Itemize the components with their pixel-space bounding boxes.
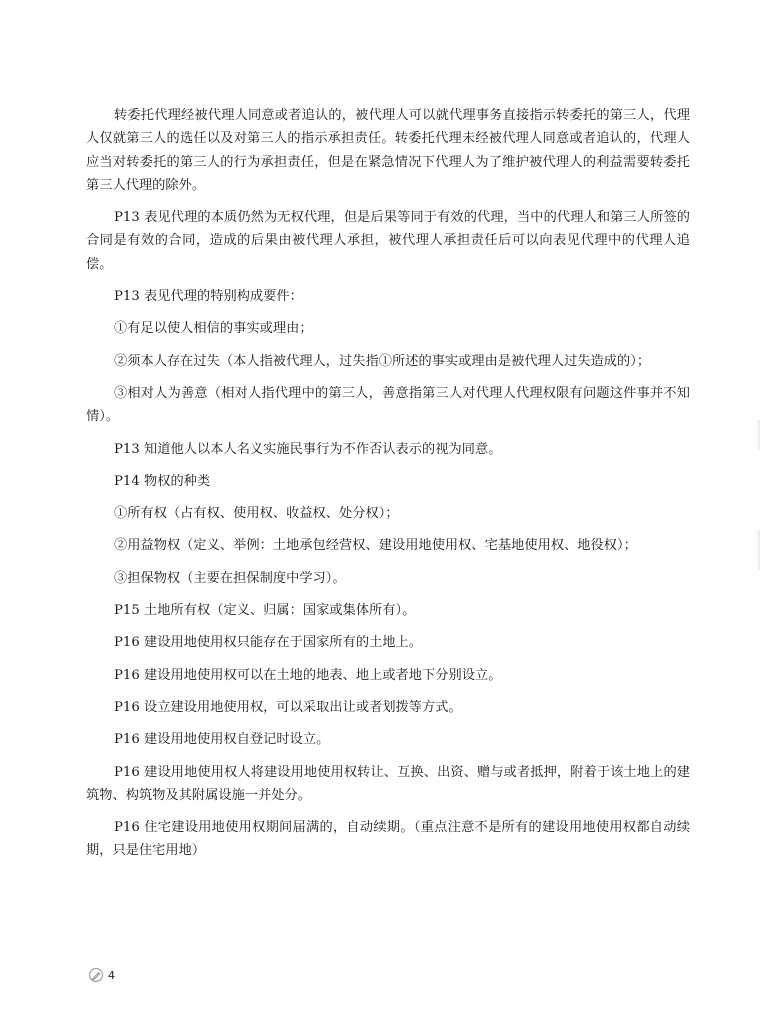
scan-edge-mark xyxy=(756,420,760,450)
paragraph: ①有足以使人相信的事实或理由； xyxy=(114,321,313,337)
scan-edge-mark xyxy=(756,530,760,570)
paragraph: P16 建设用地使用权只能存在于国家所有的土地上。 xyxy=(114,635,423,651)
paragraph: P16 住宅建设用地使用权期间届满的，自动续期。（重点注意不是所有的建设用地使用权都自动续期，只是住宅用地） xyxy=(86,820,690,859)
document-body xyxy=(86,104,690,863)
paragraph: P13 知道他人以本人名义实施民事行为不作否认表示的视为同意。 xyxy=(114,441,502,457)
page-footer xyxy=(88,965,115,985)
paragraph: ②用益物权（定义、举例：土地承包经营权、建设用地使用权、宅基地使用权、地役权）； xyxy=(114,538,637,554)
paragraph: P13 表见代理的特别构成要件： xyxy=(114,289,303,305)
paragraph: P13 表见代理的本质仍然为无权代理，但是后果等同于有效的代理，当中的代理人和第三人所签的合同是有效的合同，造成的后果由被代理人承担，被代理人承担责任后可以向表见代理中的代理人追偿。 xyxy=(86,210,690,272)
edit-pencil-icon xyxy=(88,967,104,983)
paragraph: P15 土地所有权（定义、归属：国家或集体所有）。 xyxy=(114,603,416,619)
paragraph: 转委托代理经被代理人同意或者追认的，被代理人可以就代理事务直接指示转委托的第三人，代理人仅就第三人的选任以及对第三人的指示承担责任。转委托代理未经被代理人同意或者追认的，代理人应当对转委托的第三人的行为承担责任，但是在紧急情况下代理人为了维护被代理人的利益需要转委托第三人代理的除外。 xyxy=(86,108,690,193)
paragraph: ③担保物权（主要在担保制度中学习）。 xyxy=(114,570,346,586)
paragraph: P14 物权的种类 xyxy=(114,473,211,489)
paragraph: P16 建设用地使用权可以在土地的地表、地上或者地下分别设立。 xyxy=(114,667,502,683)
page-number: 4 xyxy=(108,968,115,982)
paragraph: P16 设立建设用地使用权，可以采取出让或者划拨等方式。 xyxy=(114,699,462,715)
paragraph: ②须本人存在过失（本人指被代理人，过失指①所述的事实或理由是被代理人过失造成的）； xyxy=(114,353,651,369)
paragraph: ③相对人为善意（相对人指代理中的第三人，善意指第三人对代理人代理权限有问题这件事并不知情）。 xyxy=(86,385,690,425)
paragraph: P16 建设用地使用权人将建设用地使用权转让、互换、出资、赠与或者抵押，附着于该土地上的建筑物、构筑物及其附属设施一并处分。 xyxy=(86,764,690,803)
paragraph: P16 建设用地使用权自登记时设立。 xyxy=(114,732,330,748)
paragraph: ①所有权（占有权、使用权、收益权、处分权）； xyxy=(114,506,399,522)
